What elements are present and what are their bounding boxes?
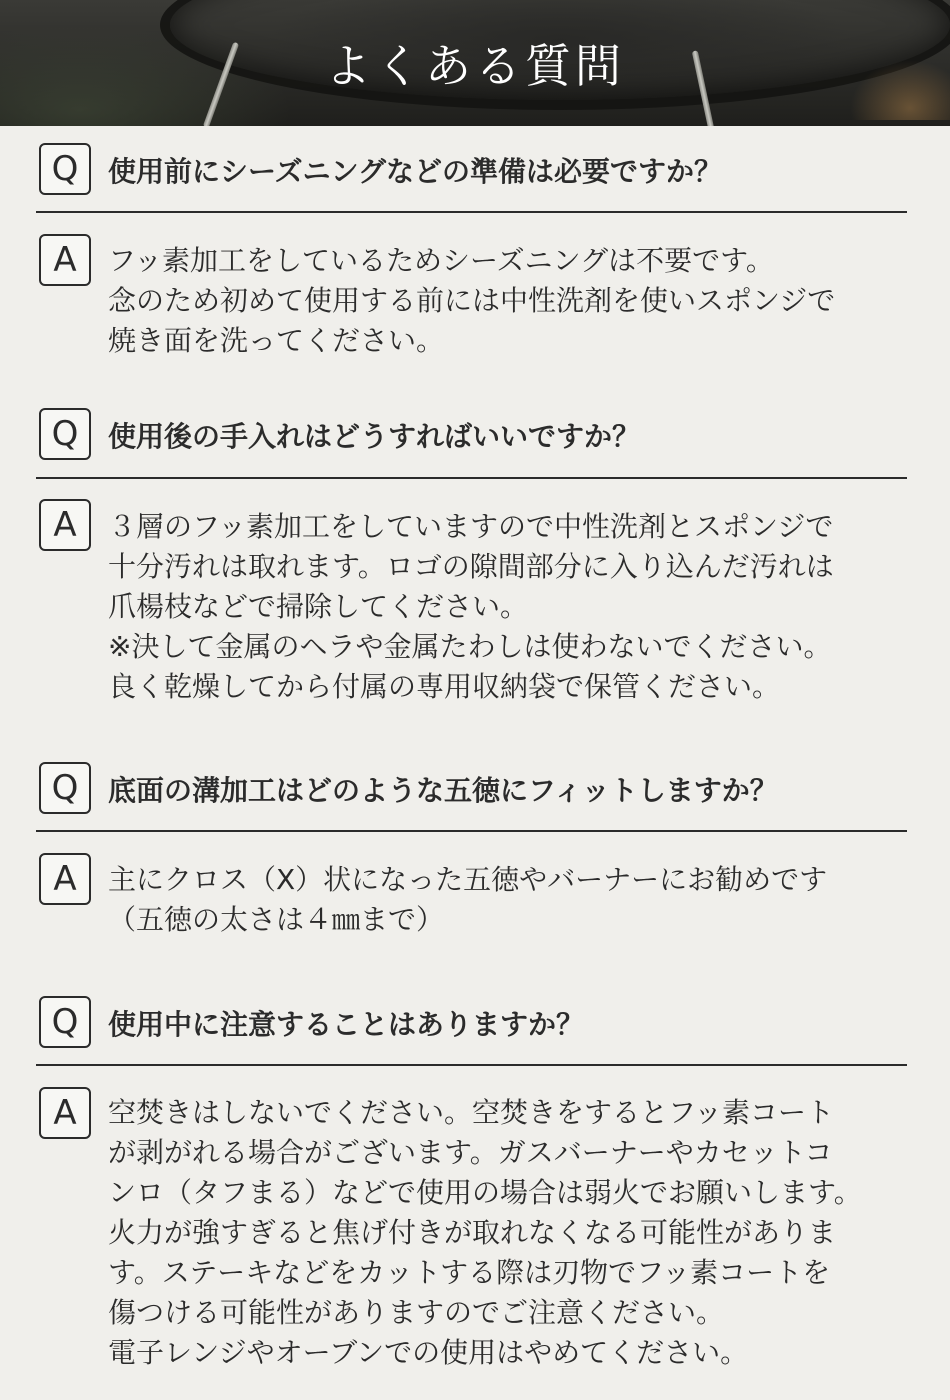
answer-text bbox=[108, 1093, 923, 1373]
question-badge: Q bbox=[39, 408, 91, 460]
answer-line: ※決して金属のヘラや金属たわしは使わないでください。 bbox=[108, 630, 832, 663]
answer-badge: A bbox=[39, 499, 91, 551]
answer-line: 空焚きはしないでください。空焚きをするとフッ素コート bbox=[108, 1096, 835, 1129]
answer-line: 念のため初めて使用する前には中性洗剤を使いスポンジで bbox=[108, 284, 836, 317]
answer-line: 傷つける可能性がありますのでご注意ください。 bbox=[108, 1296, 725, 1329]
answer-line: 良く乾燥してから付属の専用収納袋で保管ください。 bbox=[108, 670, 781, 703]
answer-line: 火力が強すぎると焦げ付きが取れなくなる可能性がありま bbox=[108, 1216, 837, 1249]
answer-line: す。ステーキなどをカットする際は刃物でフッ素コートを bbox=[108, 1256, 831, 1289]
question-text: 使用後の手入れはどうすればいいですか？ bbox=[108, 420, 641, 453]
answer-line: 爪楊枝などで掃除してください。 bbox=[108, 590, 529, 623]
answer-line: 電子レンジやオーブンでの使用はやめてください。 bbox=[108, 1336, 749, 1369]
answer-line: ンロ（タフまる）などで使用の場合は弱火でお願いします。 bbox=[108, 1176, 862, 1209]
answer-badge: A bbox=[39, 1087, 91, 1139]
answer-text bbox=[108, 860, 923, 940]
question-text: 使用前にシーズニングなどの準備は必要ですか？ bbox=[108, 155, 723, 188]
divider bbox=[36, 1064, 907, 1066]
page-title: よくある質問 bbox=[325, 39, 625, 93]
divider bbox=[36, 211, 907, 213]
answer-text bbox=[108, 241, 923, 361]
answer-line: 焼き面を洗ってください。 bbox=[108, 324, 445, 357]
divider bbox=[36, 830, 907, 832]
answer-badge: A bbox=[39, 853, 91, 905]
question-badge: Q bbox=[39, 143, 91, 195]
answer-line: （五徳の太さは４㎜まで） bbox=[108, 903, 445, 936]
answer-line: フッ素加工をしているためシーズニングは不要です。 bbox=[108, 244, 774, 277]
answer-badge: A bbox=[39, 234, 91, 286]
question-text: 底面の溝加工はどのような五徳にフィットしますか？ bbox=[108, 774, 778, 807]
question-badge: Q bbox=[39, 996, 91, 1048]
answer-text bbox=[108, 507, 923, 707]
answer-line: 十分汚れは取れます。ロゴの隙間部分に入り込んだ汚れは bbox=[108, 550, 834, 583]
divider bbox=[36, 477, 907, 479]
question-text: 使用中に注意することはありますか？ bbox=[108, 1008, 585, 1041]
question-badge: Q bbox=[39, 762, 91, 814]
answer-line: が剥がれる場合がございます。ガスバーナーやカセットコ bbox=[108, 1136, 833, 1169]
answer-line: ３層のフッ素加工をしていますので中性洗剤とスポンジで bbox=[108, 510, 834, 543]
header-banner bbox=[0, 0, 950, 126]
answer-line: 主にクロス（X）状になった五徳やバーナーにお勧めです bbox=[108, 863, 828, 896]
